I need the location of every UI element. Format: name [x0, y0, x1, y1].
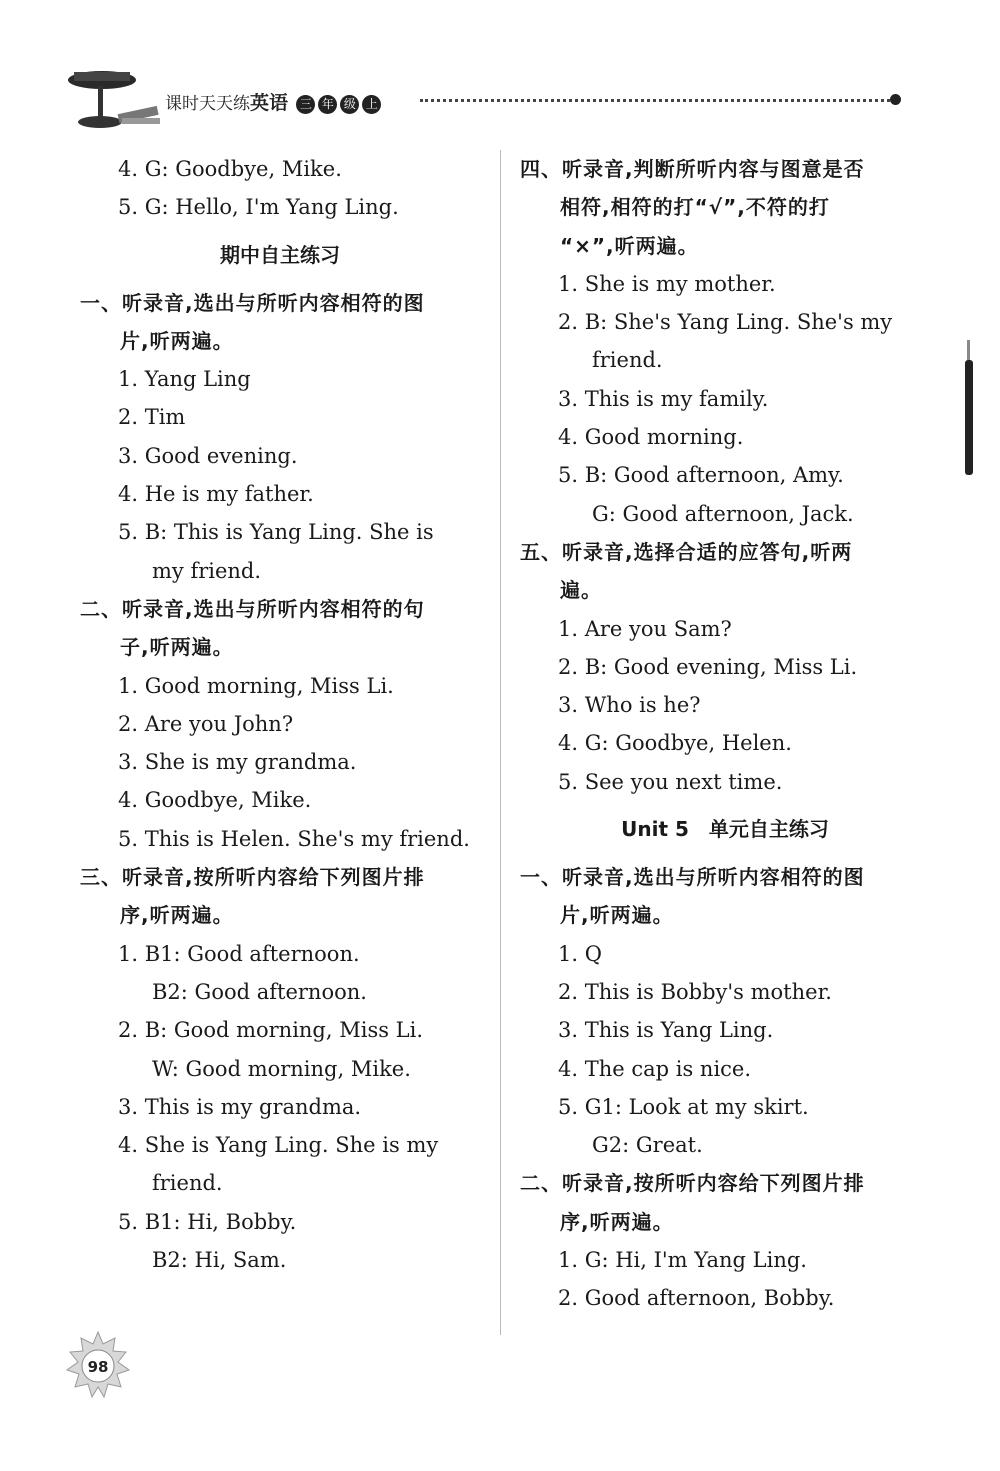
sun-badge-icon [62, 1330, 134, 1402]
left-line-cont: friend. [152, 1171, 223, 1196]
right-line-item: 1. G: Hi, I'm Yang Ling. [558, 1248, 807, 1273]
right-line-item: 1. Q [558, 941, 602, 966]
right-line-sec: 二、听录音,按所听内容给下列图片排 [520, 1171, 865, 1196]
left-line-item: 4. Goodbye, Mike. [118, 788, 312, 813]
right-line-cont: friend. [592, 348, 663, 373]
right-line-item: 2. B: Good evening, Miss Li. [558, 654, 858, 679]
edge-mark [965, 360, 973, 475]
book-title [165, 88, 381, 115]
left-line-cont: my friend. [152, 558, 262, 583]
right-line-cont: G2: Great. [592, 1133, 703, 1158]
left-line-sec-cont: 片,听两遍。 [120, 328, 234, 353]
page-header [60, 62, 900, 132]
left-line-sec: 二、听录音,选出与所听内容相符的句 [80, 596, 425, 621]
right-line-item: 1. She is my mother. [558, 271, 776, 296]
left-line-cont: B2: Hi, Sam. [152, 1248, 287, 1273]
right-line-item: 3. This is my family. [558, 386, 769, 411]
edge-mark [967, 340, 970, 360]
right-line-item: 2. B: She's Yang Ling. She's my [558, 310, 893, 335]
left-line-cont: B2: Good afternoon. [152, 979, 367, 1004]
left-line-item: 1. B1: Good afternoon. [118, 941, 360, 966]
left-line-item: 3. This is my grandma. [118, 1094, 362, 1119]
right-line-item: 2. This is Bobby's mother. [558, 979, 832, 1004]
grade-char: 三 [296, 95, 315, 114]
left-line-item: 1. Good morning, Miss Li. [118, 673, 394, 698]
grade-char: 级 [340, 95, 359, 114]
right-line-sec-cont: 遍。 [560, 578, 602, 603]
title-prefix: 课时天天练 [165, 94, 250, 114]
left-line-item: 5. B: This is Yang Ling. She is [118, 520, 434, 545]
right-line-sec: 四、听录音,判断所听内容与图意是否 [520, 157, 865, 181]
left-line-sec: 三、听录音,按所听内容给下列图片排 [80, 865, 425, 890]
left-line-sec-cont: 子,听两遍。 [120, 635, 234, 660]
left-line-item: 4. She is Yang Ling. She is my [118, 1133, 439, 1158]
right-line-sec-cont: 相符,相符的打“√”,不符的打 [560, 195, 830, 220]
page-number: 98 [87, 1358, 109, 1376]
right-line-sec: 一、听录音,选出与所听内容相符的图 [520, 865, 865, 890]
right-line-item: 2. Good afternoon, Bobby. [558, 1286, 835, 1311]
left-line-sec-cont: 序,听两遍。 [120, 903, 234, 928]
right-line-item: 3. Who is he? [558, 693, 701, 718]
right-line-sec-cont: “×”,听两遍。 [560, 233, 699, 258]
right-column [520, 150, 930, 1318]
grade-char: 年 [318, 95, 337, 114]
end-dot [890, 94, 901, 105]
left-line-item: 1. Yang Ling [118, 367, 251, 392]
left-line-item: 2. B: Good morning, Miss Li. [118, 1018, 424, 1043]
right-line-item: 3. This is Yang Ling. [558, 1018, 774, 1043]
left-line-item: 3. Good evening. [118, 443, 298, 468]
right-line-item: 4. The cap is nice. [558, 1056, 752, 1081]
right-line-item: 5. See you next time. [558, 769, 783, 794]
left-line-item: 3. She is my grandma. [118, 750, 357, 775]
left-line-item: 5. B1: Hi, Bobby. [118, 1209, 297, 1234]
right-line-item: 4. Good morning. [558, 425, 744, 450]
right-line-item: 4. G: Goodbye, Helen. [558, 731, 792, 756]
grade-char: 上 [362, 95, 381, 114]
title-subject: 英语 [250, 92, 289, 114]
desk-lamp-icon [60, 62, 170, 132]
right-line-item: 5. B: Good afternoon, Amy. [558, 463, 844, 488]
right-line-sec-cont: 片,听两遍。 [560, 903, 674, 928]
right-line-sec: 五、听录音,选择合适的应答句,听两 [520, 539, 853, 564]
right-line-heading: Unit 5 单元自主练习 [621, 817, 829, 842]
left-line-heading: 期中自主练习 [220, 242, 340, 267]
column-divider [500, 150, 501, 1335]
left-line-item: 5. This is Helen. She's my friend. [118, 826, 470, 851]
dotted-rule [420, 99, 890, 102]
left-line-cont: W: Good morning, Mike. [152, 1056, 411, 1081]
left-line-item: 4. He is my father. [118, 482, 314, 507]
left-line-item: 2. Are you John? [118, 711, 294, 736]
right-line-item: 5. G1: Look at my skirt. [558, 1094, 809, 1119]
left-line-item: 4. G: Goodbye, Mike. [118, 157, 342, 181]
right-line-sec-cont: 序,听两遍。 [560, 1209, 674, 1234]
left-column [80, 150, 480, 1279]
right-line-item: 1. Are you Sam? [558, 616, 732, 641]
right-line-cont: G: Good afternoon, Jack. [592, 501, 854, 526]
left-line-item: 5. G: Hello, I'm Yang Ling. [118, 195, 399, 220]
left-line-sec: 一、听录音,选出与所听内容相符的图 [80, 290, 425, 315]
left-line-item: 2. Tim [118, 405, 186, 430]
page-number-badge [62, 1330, 134, 1402]
